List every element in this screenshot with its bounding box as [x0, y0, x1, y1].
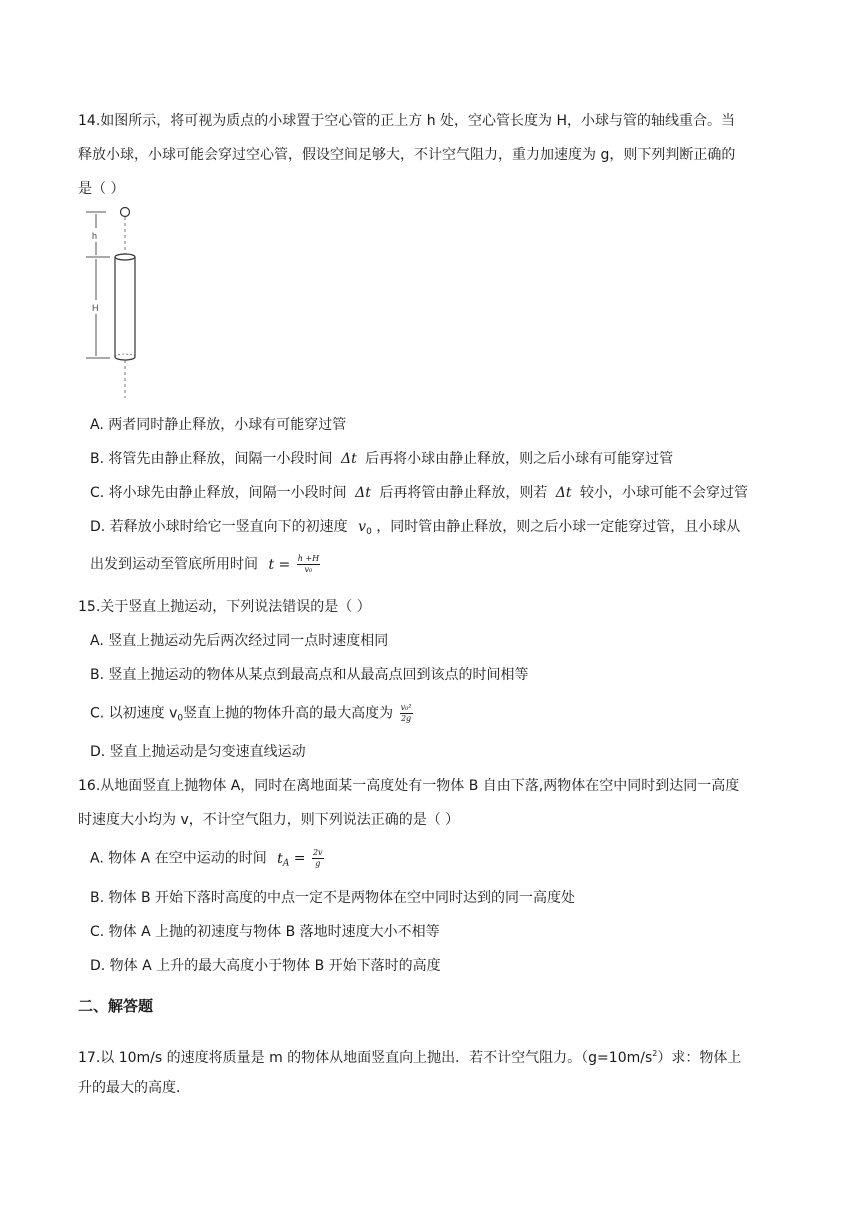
- q16-option-c: C. 物体 A 上抛的初速度与物体 B 落地时速度大小不相等: [90, 924, 440, 940]
- q15-stem: 15.关于竖直上抛运动，下列说法错误的是（ ）: [78, 599, 371, 615]
- q14-stem-line2: 释放小球，小球可能会穿过空心管，假设空间足够大，不计空气阻力，重力加速度为 g，则下列判断正确的: [78, 147, 736, 163]
- time-a-fraction: $\frac{2v}{g}$: [312, 848, 323, 868]
- hollow-tube: [115, 254, 135, 360]
- delta-t: Δt: [340, 451, 357, 467]
- q17-stem-line1: 17.以 10m/s 的速度将质量是 m 的物体从地面竖直向上抛出．若不计空气阻力。$(g=10m/s^2)$求：物体上: [78, 1049, 742, 1066]
- q14-option-d-line2: 出发到运动至管底所用时间 t = $\frac{h +H}{\text{v₀}}$: [90, 554, 320, 574]
- label-H: H: [92, 303, 99, 313]
- ball: [121, 208, 130, 217]
- q17-stem-line2: 升的最大的高度．: [78, 1080, 190, 1096]
- q14-option-d-line1: D. 若释放小球时给它一竖直向下的初速度 $v_0$ ，同时管由静止释放，则之后小球一定能穿过管，且小球从: [90, 519, 741, 537]
- q16-stem-line2: 时速度大小均为 v，不计空气阻力，则下列说法正确的是（ ）: [78, 812, 460, 828]
- q14-option-c: C. 将小球先由静止释放，间隔一小段时间 Δt 后再将管由静止释放，则若 Δt 较小，小球可能不会穿过管: [90, 485, 748, 501]
- q15-option-d: D. 竖直上抛运动是匀变速直线运动: [90, 744, 306, 760]
- q16-stem-line1: 16.从地面竖直上抛物体 A，同时在离地面某一高度处有一物体 B 自由下落,两物体在空中同时到达同一高度: [78, 778, 740, 794]
- q16-option-a: A. 物体 A 在空中运动的时间 $t_A$ = $\frac{2v}{g}$: [90, 848, 323, 869]
- q15-option-b: B. 竖直上抛运动的物体从某点到最高点和从最高点回到该点的时间相等: [90, 667, 529, 683]
- q14-stem-line1: 14.如图所示，将可视为质点的小球置于空心管的正上方 h 处，空心管长度为 H，小球与管的轴线重合。当: [78, 113, 736, 129]
- label-h: h: [92, 231, 98, 241]
- max-height-fraction: $\frac{\text{v₀²}}{2g}$: [400, 703, 412, 723]
- delta-t: Δt: [555, 485, 572, 501]
- q16-option-b: B. 物体 B 开始下落时高度的中点一定不是两物体在空中同时达到的同一高度处: [90, 890, 576, 906]
- q16-option-d: D. 物体 A 上升的最大高度小于物体 B 开始下落时的高度: [90, 958, 441, 974]
- ball-tube-figure: [80, 200, 160, 400]
- time-formula-fraction: $\frac{h +H}{\text{v₀}}$: [297, 554, 320, 574]
- q14-option-b: B. 将管先由静止释放，间隔一小段时间 Δt 后再将小球由静止释放，则之后小球有可能穿过管: [90, 451, 674, 467]
- section-title: 二、解答题: [78, 997, 154, 1015]
- delta-t: Δt: [355, 485, 371, 501]
- q15-option-c: C. 以初速度 $v_0$竖直上抛的物体升高的最大高度为 $\frac{\text{v₀²}}{2g}$: [90, 703, 412, 724]
- q14-option-a: A. 两者同时静止释放，小球有可能穿过管: [90, 417, 347, 433]
- q14-stem-line3: 是（ ）: [78, 181, 125, 197]
- q15-option-a: A. 竖直上抛运动先后两次经过同一点时速度相同: [90, 633, 389, 649]
- v0-symbol: v: [358, 519, 367, 535]
- t-a-symbol: t: [277, 850, 283, 867]
- time-formula-lhs: t =: [268, 556, 291, 573]
